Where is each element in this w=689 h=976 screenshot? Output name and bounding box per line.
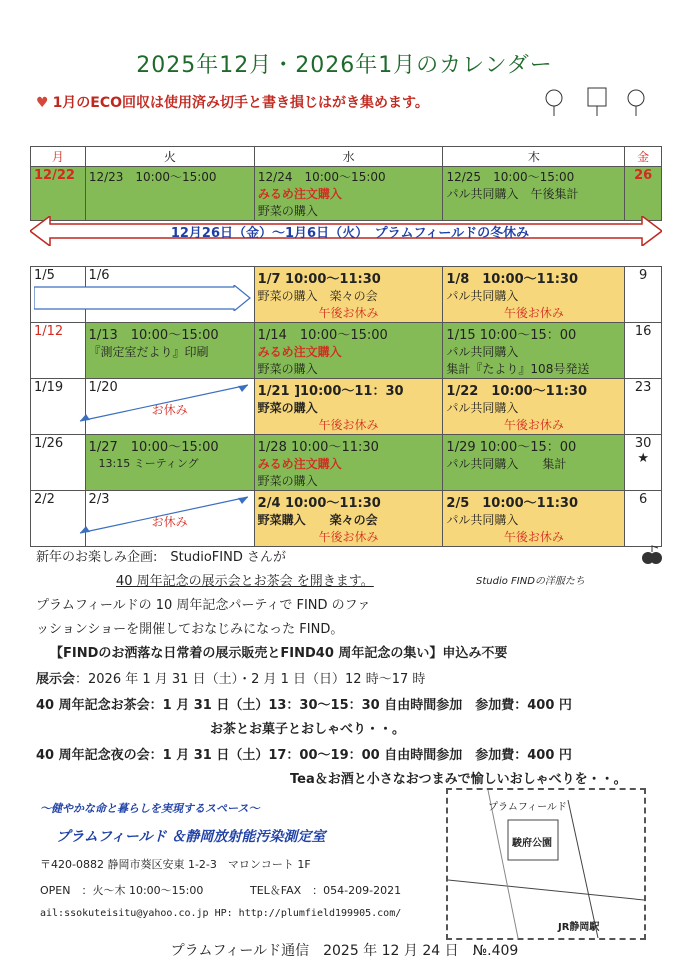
weekday-fri: 金 bbox=[625, 147, 662, 167]
event-line3: プラムフィールドの 10 周年記念パーティで FIND のファ bbox=[36, 598, 371, 613]
cell-thu: 1/22 10:00～11:30 パル共同購入 午後お休み bbox=[443, 379, 625, 435]
eco-notice-text: 1月のECO回収は使用済み切手と書き損じはがき集めます。 bbox=[52, 95, 429, 111]
footer-open: OPEN ：火～木 10:00～15:00 bbox=[40, 884, 204, 897]
date-fri: 23 bbox=[625, 379, 662, 435]
date-mon: 1/12 bbox=[31, 323, 86, 379]
event-headline: 40 周年記念の展示会とお茶会 を開きます。 bbox=[116, 574, 374, 589]
heart-icon: ♥ bbox=[36, 95, 49, 111]
plum-icon bbox=[640, 544, 664, 568]
date-fri: 6 bbox=[625, 491, 662, 547]
cell-tue: 12/23 10:00～15:00 bbox=[85, 167, 254, 221]
exhibition-row: 展示会：2026 年 1 月 31 日（土）・2 月 1 日（日）12 時～17 時 bbox=[36, 672, 426, 687]
cell-thu: 2/5 10:00～11:30 パル共同購入 午後お休み bbox=[443, 491, 625, 547]
footer-email: ail:ssokuteisitu@yahoo.co.jp HP: http://plumfield199905.com/ bbox=[40, 908, 402, 919]
cell-wed: 1/7 10:00～11:30 野菜の購入 楽々の会 午後お休み bbox=[254, 267, 443, 323]
map-station: JR静岡駅 bbox=[558, 922, 600, 933]
map-title: プラムフィールド bbox=[488, 802, 567, 813]
studio-find-logo: Studio FINDの洋服たち bbox=[476, 576, 585, 587]
date-mon: 1/19 bbox=[31, 379, 86, 435]
cell-thu: 12/25 10:00～15:00 パル共同購入 午後集計 bbox=[443, 167, 625, 221]
evening-party-desc: Tea＆お酒と小さなおつまみで愉しいおしゃべりを・・。 bbox=[290, 772, 627, 787]
date-fri: 26 bbox=[625, 167, 662, 221]
cell-tue: 1/6 bbox=[85, 267, 254, 323]
page-title: 2025年12月・2026年1月のカレンダー bbox=[136, 53, 553, 78]
cell-thu: 1/29 10:00～15：00 パル共同購入 集計 bbox=[443, 435, 625, 491]
event-line4: ッションショーを開催しておなじみになった FIND。 bbox=[36, 622, 344, 637]
tea-party-row: 40 周年記念お茶会：1 月 31 日（土）13：30～15：30 自由時間参加 参加費：400 円 bbox=[36, 698, 572, 713]
cell-wed: 1/14 10:00～15:00 みるめ注文購入 野菜の購入 bbox=[254, 323, 443, 379]
date-mon: 1/5 bbox=[31, 267, 86, 323]
weekday-mon: 月 bbox=[31, 147, 86, 167]
evening-party-row: 40 周年記念夜の会：1 月 31 日（土）17：00～19：00 自由時間参加 参加費：400 円 bbox=[36, 748, 572, 763]
location-map bbox=[446, 788, 646, 940]
map-park: 駿府公園 bbox=[512, 838, 552, 849]
weekday-thu: 木 bbox=[443, 147, 625, 167]
date-fri: 16 bbox=[625, 323, 662, 379]
cell-wed: 12/24 10:00～15:00 みるめ注文購入 野菜の購入 bbox=[254, 167, 443, 221]
tea-party-desc: お茶とお菓子とおしゃべり・・。 bbox=[210, 722, 406, 737]
footer-slogan: ～健やかな命と暮らしを実現するスペース～ bbox=[40, 802, 260, 815]
cell-wed: 2/4 10:00～11:30 野菜購入 楽々の会 午後お休み bbox=[254, 491, 443, 547]
diagonal-arrow-icon bbox=[78, 495, 253, 535]
cell-tue: 1/27 10:00～15:00 13:15 ミーティング bbox=[85, 435, 254, 491]
eco-notice bbox=[36, 92, 429, 112]
diagonal-arrow-icon bbox=[78, 383, 253, 423]
arrow-icon bbox=[34, 285, 252, 311]
cell-tue: 1/13 10:00～15:00 『測定室だより』印刷 bbox=[85, 323, 254, 379]
date-mon: 2/2 bbox=[31, 491, 86, 547]
cell-tue: 2/3 お休み bbox=[85, 491, 254, 547]
calendar-week-december bbox=[30, 146, 662, 221]
cell-wed: 1/28 10:00～11:30 みるめ注文購入 野菜の購入 bbox=[254, 435, 443, 491]
character-doodle-icon bbox=[540, 84, 660, 120]
cell-wed: 1/21 ]10:00～11：30 野菜の購入 午後お休み bbox=[254, 379, 443, 435]
event-title: 【FINDのお洒落な日常着の展示販売とFIND40 周年記念の集い】申込み不要 bbox=[50, 646, 508, 661]
date-mon: 1/26 bbox=[31, 435, 86, 491]
footer-org: プラムフィールド ＆静岡放射能汚染測定室 bbox=[56, 829, 326, 845]
footer-address: 〒420-0882 静岡市葵区安東 1-2-3 マロンコート 1F bbox=[40, 858, 311, 871]
cell-tue: 1/20 お休み bbox=[85, 379, 254, 435]
holiday-text: 12月26日（金）～1月6日（火） プラムフィールドの冬休み bbox=[170, 226, 530, 241]
event-intro: 新年のお楽しみ企画: StudioFIND さんが bbox=[36, 550, 286, 565]
cell-thu: 1/8 10:00～11:30 パル共同購入 午後お休み bbox=[443, 267, 625, 323]
weekday-tue: 火 bbox=[85, 147, 254, 167]
calendar-weeks-january bbox=[30, 266, 662, 547]
weekday-wed: 水 bbox=[254, 147, 443, 167]
date-fri: 30 ★ bbox=[625, 435, 662, 491]
star-icon: ★ bbox=[637, 451, 649, 466]
date-mon: 12/22 bbox=[31, 167, 86, 221]
footer-tel: TEL＆FAX ：054-209-2021 bbox=[250, 884, 402, 897]
date-fri: 9 bbox=[625, 267, 662, 323]
cell-thu: 1/15 10:00～15：00 パル共同購入 集計『たより』108号発送 bbox=[443, 323, 625, 379]
newsletter-footer: プラムフィールド通信 2025 年 12 月 24 日 №.409 bbox=[170, 943, 519, 959]
